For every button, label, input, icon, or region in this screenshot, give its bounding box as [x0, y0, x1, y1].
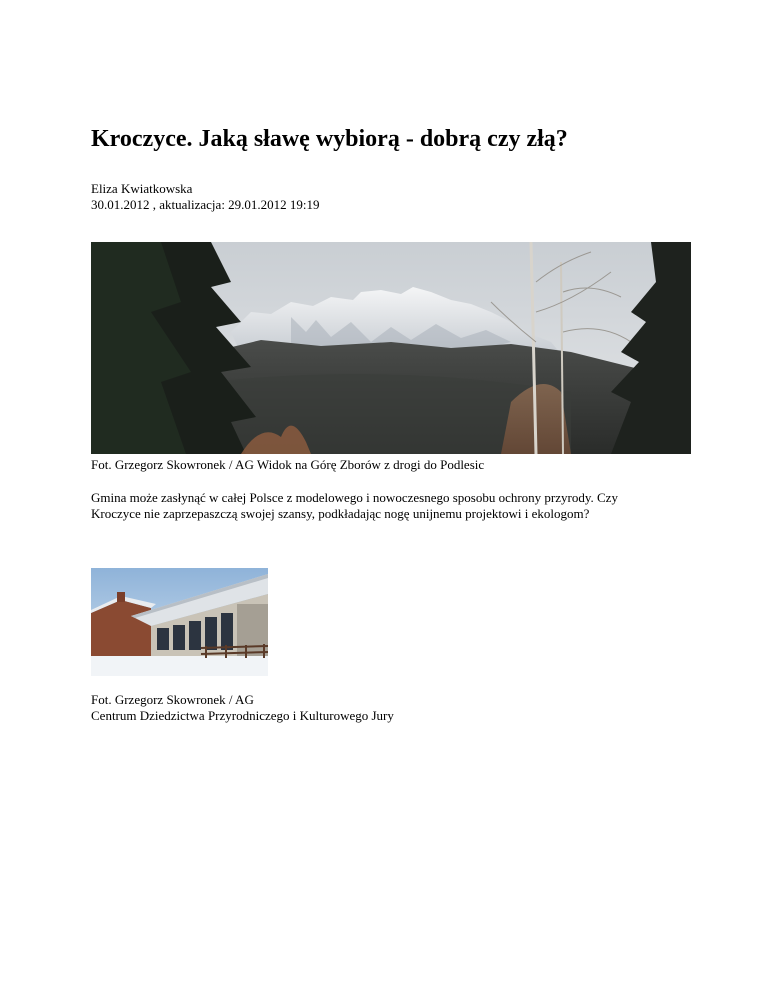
- photo-caption: Centrum Dziedzictwa Przyrodniczego i Kulturowego Jury: [91, 708, 394, 723]
- photo-credit: Fot. Grzegorz Skowronek / AG: [91, 692, 254, 707]
- photo-caption-block: [91, 692, 394, 724]
- building-photo: [91, 568, 268, 676]
- article-meta: [91, 181, 320, 213]
- article-lead: Gmina może zasłynąć w całej Polsce z modelowego i nowoczesnego sposobu ochrony przyrody. Czy Kroczyce nie zaprzepaszczą swojej szansy, podkładając nogę unijnemu projektowi i ekologom?: [91, 490, 618, 521]
- article-dateline: 30.01.2012 , aktualizacja: 29.01.2012 19:19: [91, 197, 320, 212]
- article-title: Kroczyce. Jaką sławę wybiorą - dobrą czy złą?: [91, 126, 568, 152]
- landscape-photo: [91, 242, 691, 454]
- author-name: Eliza Kwiatkowska: [91, 181, 193, 196]
- photo-caption: Fot. Grzegorz Skowronek / AG Widok na Górę Zborów z drogi do Podlesic: [91, 457, 485, 472]
